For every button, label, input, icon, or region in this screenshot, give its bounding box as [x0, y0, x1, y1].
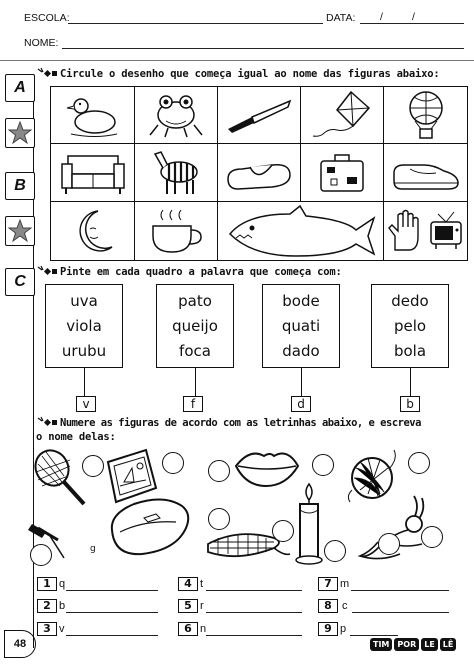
number-box: 4 [178, 577, 198, 591]
connector-line [410, 368, 411, 396]
logo-word: LÊ [440, 638, 457, 651]
bullet-icon [36, 66, 58, 80]
slipper-icon [224, 153, 294, 193]
number-box: 6 [178, 622, 198, 636]
star-icon [6, 217, 34, 245]
number-circle[interactable] [82, 455, 104, 477]
number-box: 1 [37, 577, 57, 591]
side-box-a [5, 74, 35, 102]
grid-cell [135, 202, 218, 260]
lips-icon [232, 444, 302, 492]
instruction-1: Circule o desenho que começa igual ao nome das figuras abaixo: [60, 68, 440, 80]
logo-word: LE [421, 638, 438, 651]
logo-word: POR [394, 638, 419, 651]
letter-hint: b [59, 600, 66, 612]
grid-cell [135, 87, 218, 144]
number-circle[interactable] [324, 540, 346, 562]
grid-cell [384, 87, 467, 144]
number-circle[interactable] [408, 452, 430, 474]
number-box: 3 [37, 622, 57, 636]
answer-line[interactable] [66, 612, 158, 613]
stray-mark: g [90, 544, 96, 554]
glove-icon [387, 210, 423, 252]
word-option[interactable]: pato [178, 292, 212, 310]
kite-icon [311, 90, 373, 140]
answer-line[interactable] [206, 635, 302, 636]
logo [370, 638, 456, 651]
grid-cell [384, 202, 467, 260]
grid-cell [135, 144, 218, 202]
school-label: ESCOLA: [24, 12, 70, 24]
duck-icon [63, 92, 123, 138]
answer-line[interactable] [66, 590, 158, 591]
grid-cell [384, 144, 467, 202]
answer-line[interactable] [351, 590, 449, 591]
side-star-box [5, 216, 35, 246]
instruction-2: Pinte em cada quadro a palavra que começa com: [60, 266, 342, 278]
letter-hint: t [200, 578, 204, 590]
connector-line [195, 368, 196, 396]
instruction-3: Numere as figuras de acordo com as letrinhas abaixo, e escreva [60, 417, 421, 429]
word-box [262, 284, 340, 368]
header-divider [0, 60, 474, 61]
letter-hint: p [340, 623, 347, 635]
word-option[interactable]: uva [70, 292, 98, 310]
number-circle[interactable] [162, 452, 184, 474]
side-letter: C [14, 273, 26, 290]
knife-icon [224, 95, 294, 135]
moon-icon [68, 207, 118, 255]
date-line [360, 23, 464, 24]
grid-cell [51, 202, 135, 260]
page-number: 48 [13, 638, 27, 650]
letter-hint: q [59, 578, 66, 590]
connector-line [301, 368, 302, 396]
star-icon [6, 119, 34, 147]
word-option[interactable]: queijo [172, 317, 218, 335]
logo-word: TIM [370, 638, 392, 651]
number-box: 5 [178, 599, 198, 613]
grid-cell [218, 144, 301, 202]
date-separator: / [412, 11, 415, 23]
racket-icon [28, 446, 92, 510]
grid-cell [301, 87, 384, 144]
letter-hint: n [200, 623, 207, 635]
zebra-icon [149, 148, 203, 198]
number-box: 2 [37, 599, 57, 613]
name-line [62, 48, 464, 49]
date-separator: / [380, 11, 383, 23]
number-circle[interactable] [208, 508, 230, 530]
answer-line[interactable] [206, 612, 302, 613]
shark-icon [226, 206, 376, 256]
answer-line[interactable] [206, 590, 302, 591]
answer-line[interactable] [352, 612, 449, 613]
word-box [45, 284, 123, 368]
answer-line[interactable] [66, 635, 158, 636]
side-box-c [5, 268, 35, 296]
letter-box: d [291, 396, 311, 412]
letter-box: f [183, 396, 203, 412]
letter-hint: c [342, 600, 348, 612]
side-letter: B [14, 177, 26, 194]
word-option[interactable]: urubu [61, 342, 107, 360]
page-number-badge [4, 630, 36, 658]
number-circle[interactable] [30, 544, 52, 566]
word-option[interactable]: quati [281, 317, 321, 335]
date-label: DATA: [326, 12, 356, 24]
grid-cell [51, 144, 135, 202]
side-letter: A [14, 79, 26, 96]
instruction-3-cont: o nome delas: [36, 431, 116, 443]
connector-line [84, 368, 85, 396]
grid-cell [218, 202, 384, 260]
balloon-icon [403, 89, 449, 141]
number-box: 8 [318, 599, 338, 613]
cup-icon [147, 206, 205, 256]
school-line [68, 23, 323, 24]
bullet-icon [36, 264, 58, 278]
answer-line[interactable] [350, 635, 398, 636]
word-option[interactable]: dado [282, 342, 320, 360]
letter-box: v [76, 396, 96, 412]
number-circle[interactable] [378, 533, 400, 555]
number-box: 7 [318, 577, 338, 591]
letter-box: b [400, 396, 420, 412]
letter-hint: v [59, 623, 65, 635]
candle-icon [294, 482, 324, 566]
number-box: 9 [318, 622, 338, 636]
grid-cell [218, 87, 301, 144]
word-option[interactable]: pelo [393, 317, 427, 335]
frog-icon [144, 91, 208, 139]
grid-cell [51, 87, 135, 144]
number-circle[interactable] [312, 454, 334, 476]
name-label: NOME: [24, 37, 59, 49]
word-box [156, 284, 234, 368]
word-option[interactable]: dedo [391, 292, 429, 310]
word-option[interactable]: bode [282, 292, 320, 310]
side-star-box [5, 118, 35, 148]
tv-icon [428, 210, 464, 252]
side-box-b [5, 172, 35, 200]
soap-icon [104, 494, 192, 564]
picture-grid [50, 86, 468, 261]
shoe-icon [390, 153, 462, 193]
number-circle[interactable] [421, 526, 443, 548]
letter-hint: m [340, 578, 350, 590]
number-circle[interactable] [272, 520, 294, 542]
word-option[interactable]: viola [66, 317, 102, 335]
suitcase-icon [317, 149, 367, 197]
bullet-icon [36, 415, 58, 429]
word-option[interactable]: foca [179, 342, 211, 360]
grid-cell [301, 144, 384, 202]
sofa-icon [60, 150, 126, 196]
letter-hint: r [200, 600, 204, 612]
word-option[interactable]: bola [393, 342, 427, 360]
number-circle[interactable] [208, 460, 230, 482]
word-box [371, 284, 449, 368]
